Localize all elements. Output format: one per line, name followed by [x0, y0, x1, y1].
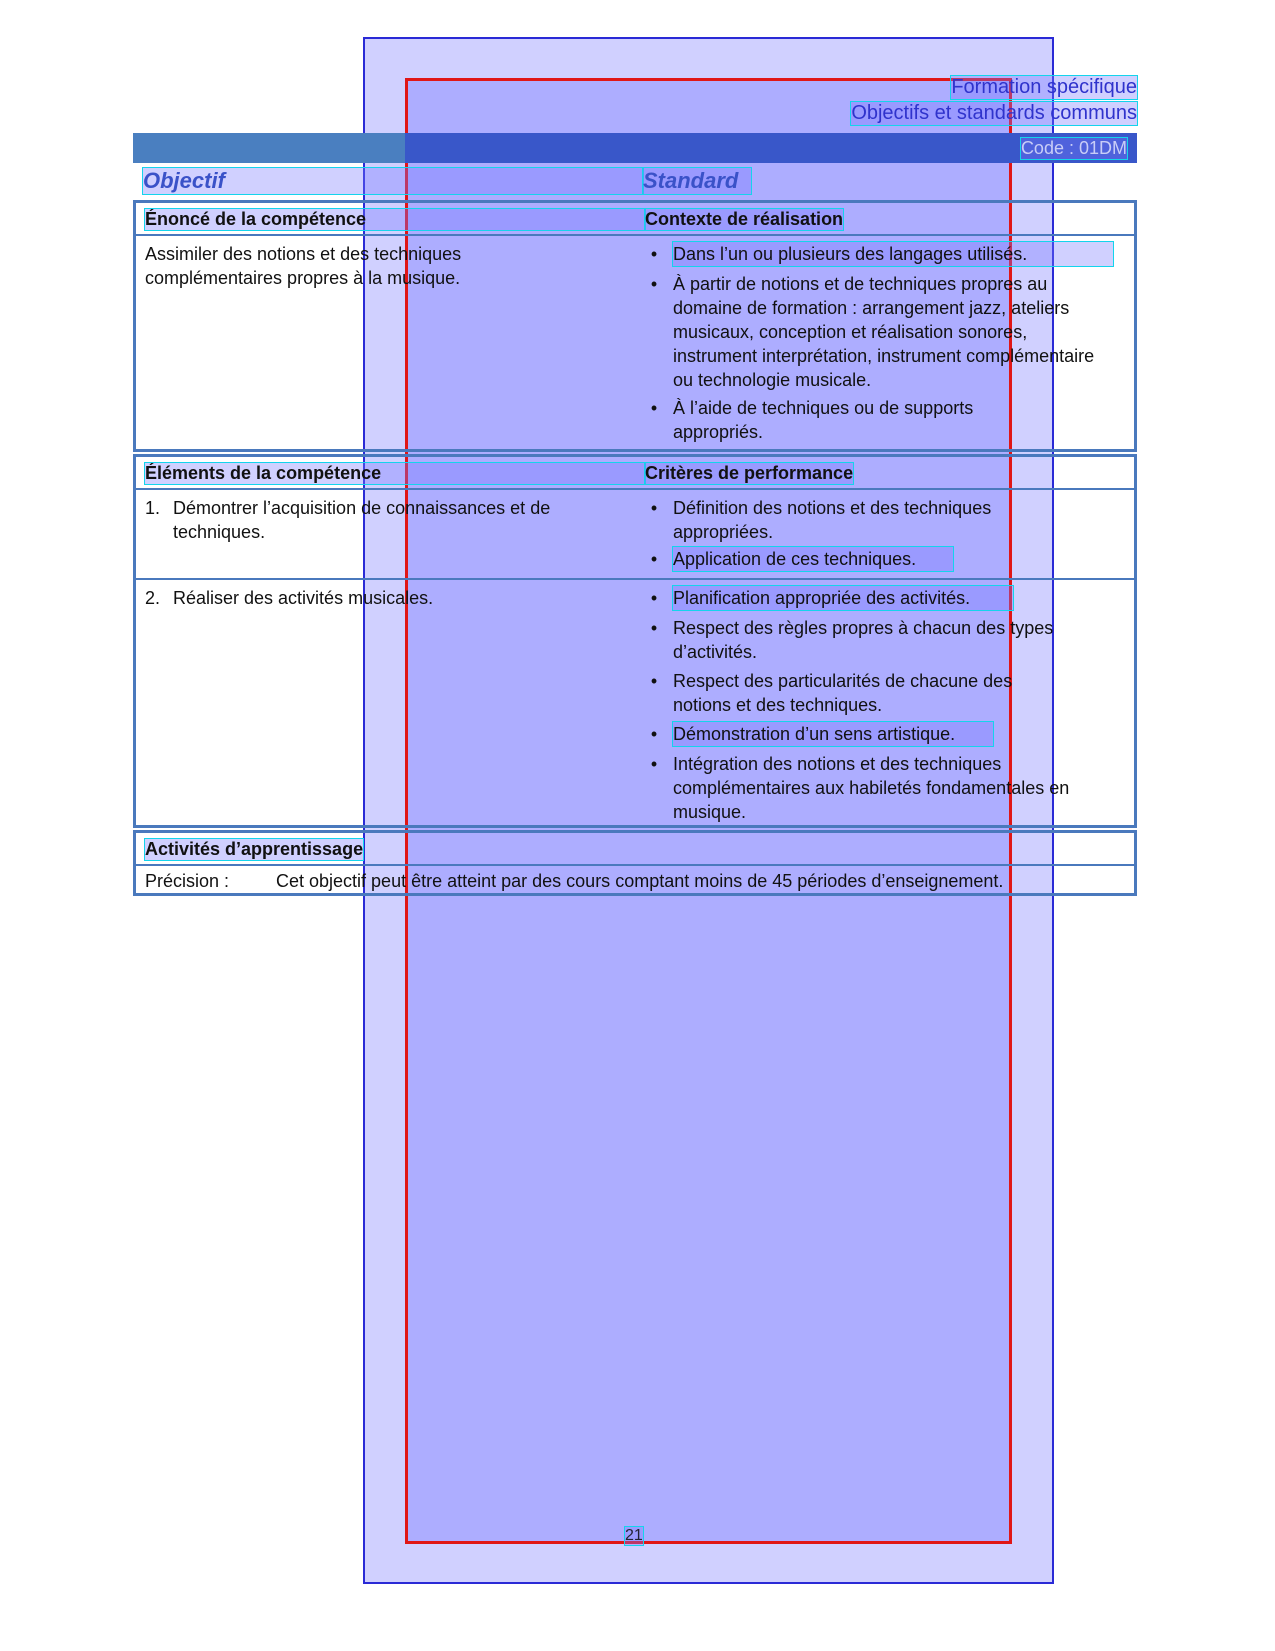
- elements-box: [133, 454, 1137, 828]
- element-number: 2.: [145, 588, 161, 608]
- criteria-item: • Planification appropriée des activités.: [673, 586, 1013, 610]
- elements-header-row: [136, 457, 1134, 490]
- standard-title: Standard: [643, 168, 751, 194]
- header-formation: Formation spécifique: [951, 76, 1137, 98]
- context-item: • À partir de notions et de techniques propres au domaine de formation : arrangement jazz, ateliers musicaux, conception et réalisation sonores, instrument interprétation, instrument complémentaire ou technologie musicale.: [650, 274, 1095, 390]
- context-item: • Dans l’un ou plusieurs des langages utilisés.: [673, 242, 1113, 266]
- header-band-left: [133, 133, 405, 163]
- criteria-item: • Respect des règles propres à chacun des types d’activités.: [650, 618, 1054, 662]
- bullet-icon: •: [650, 724, 658, 744]
- context-item: • À l’aide de techniques ou de supports appropriés.: [650, 398, 974, 442]
- elements-label: Éléments de la compétence: [145, 463, 645, 484]
- criteria-item: • Application de ces techniques.: [673, 547, 953, 571]
- competence-statement: Assimiler des notions et des techniques complémentaires propres à la musique.: [145, 244, 462, 288]
- page-number: 21: [625, 1527, 643, 1544]
- precision-label: Précision :: [145, 871, 230, 891]
- activites-header-row: [136, 833, 1134, 866]
- bullet-icon: •: [650, 671, 658, 691]
- enonce-label: Énoncé de la compétence: [145, 209, 645, 230]
- precision-text: Cet objectif peut être atteint par des cours comptant moins de 45 périodes d’enseignement.: [276, 871, 1004, 891]
- activites-box: [133, 830, 1137, 896]
- header-objectifs: Objectifs et standards communs: [851, 102, 1137, 124]
- bullet-icon: •: [650, 754, 658, 774]
- criteria-item: • Intégration des notions et des techniques complémentaires aux habiletés fondamentales en musique.: [650, 754, 1070, 822]
- element-text: Réaliser des activités musicales.: [173, 588, 434, 608]
- element-row-2: [136, 580, 1134, 825]
- competence-body-row: [136, 236, 1134, 449]
- course-code: Code : 01DM: [1020, 138, 1127, 158]
- activites-label: Activités d’apprentissage: [145, 839, 364, 859]
- criteria-item: • Définition des notions et des techniques appropriées.: [650, 498, 992, 542]
- criteria-item: • Démonstration d’un sens artistique.: [673, 722, 993, 746]
- precision-row: [136, 866, 1134, 893]
- header-band: [133, 133, 1137, 163]
- bullet-icon: •: [650, 244, 658, 264]
- bullet-icon: •: [650, 588, 658, 608]
- bullet-icon: •: [650, 398, 658, 418]
- competence-header-row: [136, 203, 1134, 236]
- bullet-icon: •: [650, 498, 658, 518]
- bullet-icon: •: [650, 549, 658, 569]
- bullet-icon: •: [650, 274, 658, 294]
- contexte-label: Contexte de réalisation: [645, 209, 844, 229]
- objectif-title: Objectif: [143, 168, 643, 194]
- element-text: Démontrer l’acquisition de connaissances et de techniques.: [173, 498, 551, 542]
- bullet-icon: •: [650, 618, 658, 638]
- competence-box: [133, 200, 1137, 452]
- criteria-item: • Respect des particularités de chacune des notions et des techniques.: [650, 671, 1013, 715]
- criteres-label: Critères de performance: [645, 463, 854, 483]
- element-number: 1.: [145, 498, 161, 518]
- element-row-1: [136, 490, 1134, 580]
